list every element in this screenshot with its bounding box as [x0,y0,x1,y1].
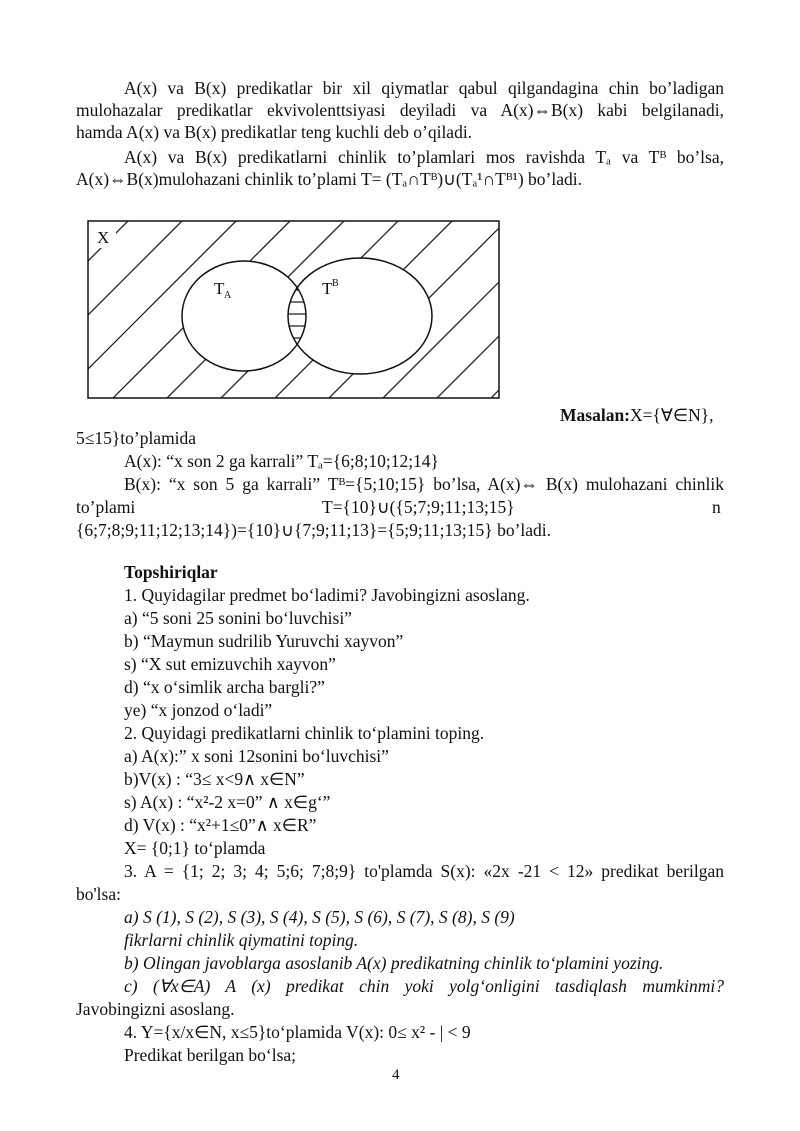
task2-b: b)V(x) : “3≤ x<9∧ x∈N” [124,769,305,789]
paragraph1-line3: hamda A(x) va B(x) predikatlar teng kuchli deb o’qiladi. [76,122,473,142]
task1-a: a) “5 soni 25 sonini bo‘luvchisi” [124,608,352,628]
page-number: 4 [392,1067,400,1083]
paragraph2-line2: A(x)⇔B(x)mulohazani chinlik to’plami T= (Tₐ∩Tᴮ)∪(Tₐ¹∩Tᴮ¹) bo’ladi. [76,169,582,189]
paragraph1-line2: mulohazalar predikatlar ekvivolenttsiyasi deyiladi va A(x)⇔B(x) kabi belgilanadi, [76,100,724,120]
masalan-label: Masalan: [560,405,630,425]
task4-b: Predikat berilgan bo‘lsa; [124,1045,297,1065]
example-heading [560,404,714,426]
example-line6: {6;7;8;9;11;12;13;14})={10}∪{7;9;11;13}={5;9;11;13;15} bo’ladi. [76,520,552,540]
example-line5b: T={10}∪({5;7;9;11;13;15} [322,497,515,517]
example-line5c: n [712,497,721,517]
task3-c-line1: c) (∀x∈A) A (x) predikat chin yoki yolg‘onligini tasdiqlash mumkinmi? [124,976,724,996]
task1-d: d) “x o‘simlik archa bargli?” [124,677,325,697]
task2-x: X= {0;1} to‘plamda [124,838,266,858]
task4: 4. Y={x/x∈N, x≤5}to‘plamida V(x): 0≤ x² - | < 9 [124,1022,471,1042]
set-b-label: T [322,279,333,298]
example-line2: 5≤15}to’plamida [76,428,197,448]
task1: 1. Quyidagilar predmet bo‘ladimi? Javobingizni asoslang. [124,585,530,605]
task1-ye: ye) “x jonzod o‘ladi” [124,700,273,720]
universe-label: X [97,228,110,247]
example-line5a: to’plami [76,497,136,517]
task3-a2: fikrlarni chinlik qiymatini toping. [124,930,359,950]
set-a-label: T [214,279,225,298]
task3-line2: bo'lsa: [76,884,121,904]
set-b-superscript: B [332,278,339,289]
paragraph2-line1: A(x) va B(x) predikatlarni chinlik to’plamlari mos ravishda Tₐ va Tᴮ bo’lsa, [124,147,724,167]
paragraph1-line1: A(x) va B(x) predikatlar bir xil qiymatlar qabul qilgandagina chin bo’ladigan [124,78,724,98]
task3-line1: 3. A = {1; 2; 3; 4; 5;6; 7;8;9} to'plamda S(x): «2x -21 < 12» predikat berilgan [124,861,724,881]
set-a-subscript: A [224,290,232,301]
task3-c-line2: Javobingizni asoslang. [76,999,235,1019]
task1-b: b) “Maymun sudrilib Yuruvchi xayvon” [124,631,404,651]
task3-b: b) Olingan javoblarga asoslanib A(x) predikatning chinlik to‘plamini yozing. [124,953,664,973]
example-line4: B(x): “x son 5 ga karrali” Tᴮ={5;10;15} bo’lsa, A(x)⇔ B(x) mulohazani chinlik [124,474,724,494]
task2-s: s) A(x) : “x²-2 x=0” ∧ x∈g‘” [124,792,331,812]
task3-a: a) S (1), S (2), S (3), S (4), S (5), S (6), S (7), S (8), S (9) [124,907,515,927]
task1-s: s) “X sut emizuvchih xayvon” [124,654,336,674]
tasks-heading: Topshiriqlar [124,562,218,582]
task2: 2. Quyidagi predikatlarni chinlik to‘plamini toping. [124,723,485,743]
task2-d: d) V(x) : “x²+1≤0”∧ x∈R” [124,815,317,835]
masalan-set: X={∀∈N}, [630,405,714,425]
task2-a: a) A(x):” x soni 12sonini bo‘luvchisi” [124,746,389,766]
example-line3: A(x): “x son 2 ga karrali” Tₐ={6;8;10;12;14} [124,451,439,471]
